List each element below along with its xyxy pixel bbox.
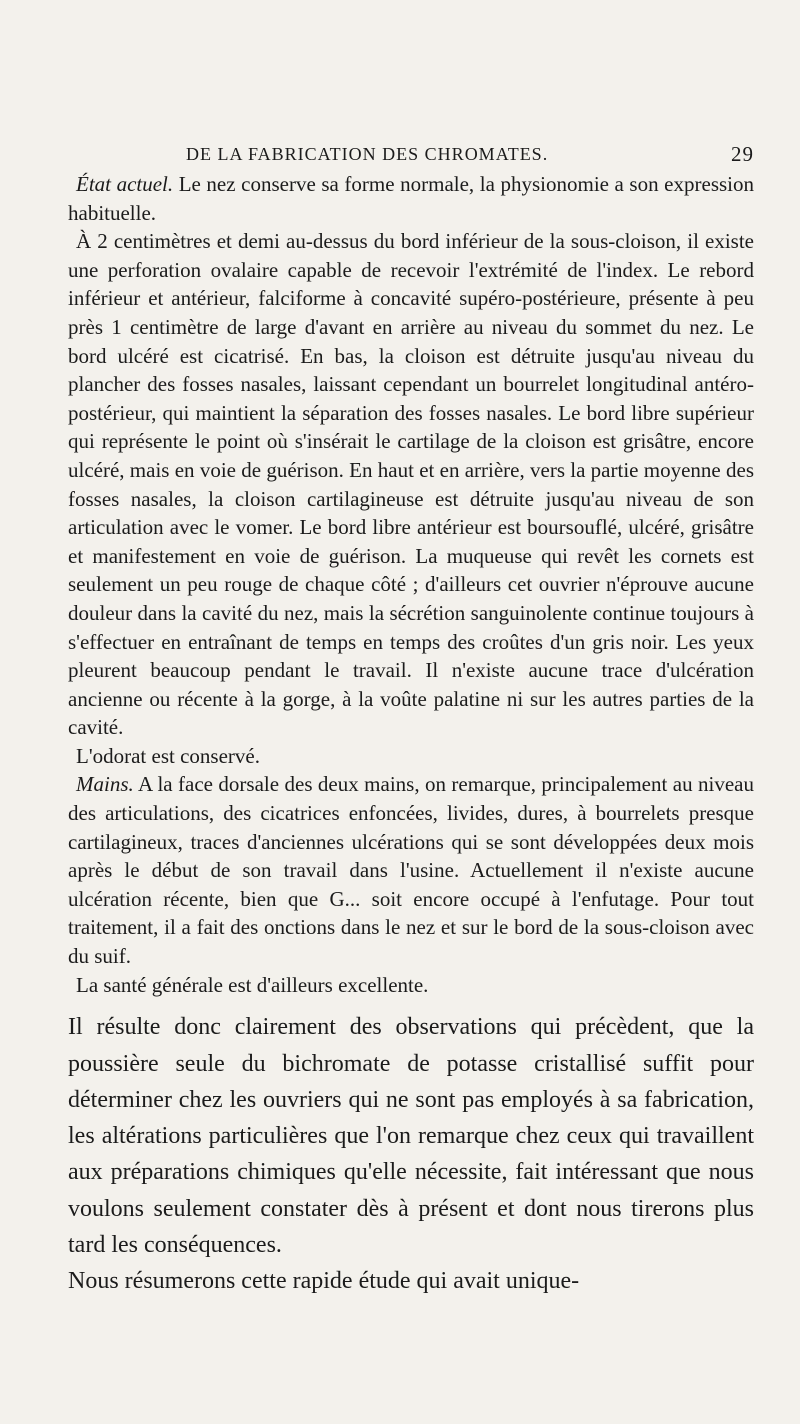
- paragraph-text: La santé générale est d'ailleurs excellente.: [76, 972, 429, 997]
- observation-text: [68, 170, 754, 999]
- paragraph-lead: État actuel.: [76, 172, 174, 196]
- paragraph-etat-actuel: [68, 170, 754, 227]
- paragraph-conclusion: Il résulte donc clairement des observations qui précèdent, que la poussière seule du bichromate de potasse cristallisé suffit pour déterminer chez les ouvriers qui ne sont pas employés à sa fabrication, les altérations particulières que l'on remarque chez ceux qui travaillent aux préparations chimiques qu'elle nécessite, fait intéressant que nous voulons seulement constater dès à présent et dont nous tirerons plus tard les conséquences.: [68, 1014, 754, 1258]
- paragraph-sante: [68, 971, 754, 1000]
- paragraph-perforation: [68, 227, 754, 742]
- main-text: [68, 1009, 754, 1299]
- paragraph-mains: [68, 770, 754, 970]
- paragraph-text: A la face dorsale des deux mains, on remarque, principalement au niveau des articulations, des cicatrices enfoncées, livides, dures, à bourrelets presque cartilagineux, traces d'anciennes ulcérations qui se sont développées deux mois après le début de son travail dans l'usine. Actuellement il n'existe aucune ulcération récente, bien que G... soit encore occupé à l'enfutage. Pour tout traitement, il a fait des onctions dans le nez et sur le bord de la sous-cloison avec du suif.: [68, 772, 754, 969]
- paragraph-lead: Mains.: [76, 772, 134, 797]
- page-number: 29: [731, 142, 754, 166]
- paragraph-text: À 2 centimètres et demi au-dessus du bord inférieur de la sous-cloison, il existe une perforation ovalaire capable de recevoir l'extrémité de l'index. Le rebord inférieur et antérieur, falciforme à concavité supéro-postérieure, présente à peu près 1 centimètre de large d'avant en arrière au niveau du sommet du nez. Le bord ulcéré est cicatrisé. En bas, la cloison est détruite jusqu'au niveau du plancher des fosses nasales, laissant cependant un bourrelet longitudinal antéro-postérieur, qui maintient la séparation des fosses nasales. Le bord libre supérieur qui représente le point où s'insérait le cartilage de la cloison est grisâtre, encore ulcéré, mais en voie de guérison. En haut et en arrière, vers la partie moyenne des fosses nasales, la cloison cartilagineuse est détruite jusqu'au niveau de son articulation avec le vomer. Le bord libre antérieur est boursouflé, ulcéré, grisâtre et manifestement en voie de guérison. La muqueuse qui revêt les cornets est seulement un peu rouge de chaque côté ; d'ailleurs cet ouvrier n'éprouve aucune douleur dans la cavité du nez, mais la sécrétion sanguinolente continue toujours à s'effectuer en entraînant de temps en temps des croûtes d'un gris noir. Les yeux pleurent beaucoup pendant le travail. Il n'existe aucune trace d'ulcération ancienne ou récente à la gorge, à la voûte palatine ni sur les autres parties de la cavité.: [68, 229, 754, 740]
- paragraph-resume: Nous résumerons cette rapide étude qui avait unique-: [68, 1268, 580, 1295]
- paragraph-text: L'odorat est conservé.: [76, 743, 260, 768]
- paragraph-text: Le nez conserve sa forme normale, la physionomie a son expression habituelle.: [68, 172, 754, 225]
- running-head: [68, 138, 754, 170]
- running-head-title: DE LA FABRICATION DES CHROMATES.: [186, 144, 549, 164]
- paragraph-odorat: [68, 742, 754, 771]
